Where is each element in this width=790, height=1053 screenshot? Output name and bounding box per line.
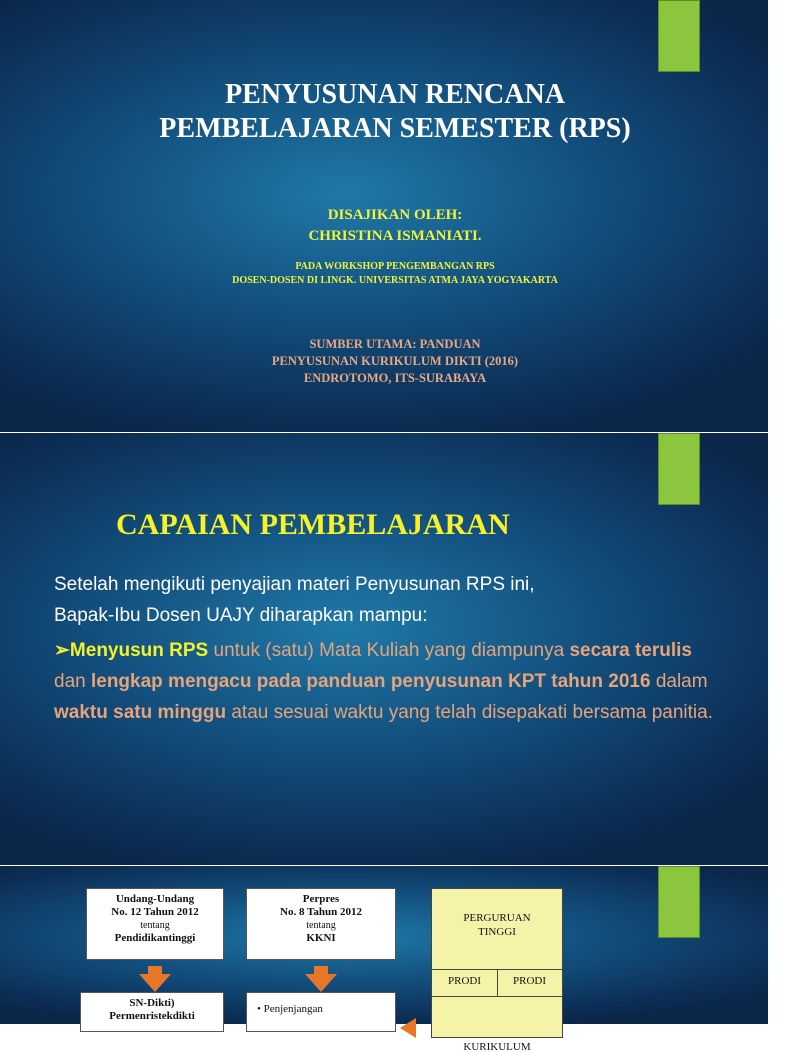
law-box xyxy=(86,888,224,960)
prodi-cell: PRODI xyxy=(512,975,546,987)
bullet-dot-icon: • xyxy=(257,1003,261,1015)
outcome-bullet xyxy=(54,635,714,728)
box-text: Perpres xyxy=(302,893,340,905)
box-text: Pendidikantinggi xyxy=(114,932,196,944)
source-line-1: SUMBER UTAMA: PANDUAN xyxy=(309,337,481,351)
arrow-down-icon xyxy=(139,974,171,992)
arrow-bullet-icon: ➢ xyxy=(54,640,70,661)
intro-text xyxy=(54,569,734,631)
slide-learning-outcomes xyxy=(0,433,768,865)
box-text: TINGGI xyxy=(478,926,516,938)
green-accent-bar xyxy=(658,433,700,505)
green-accent-bar xyxy=(658,866,700,938)
intro-line-2: Bapak-Ibu Dosen UAJY diharapkan mampu: xyxy=(54,605,428,626)
presented-by-label: DISAJIKAN OLEH: xyxy=(327,207,463,223)
box-text: No. 12 Tahun 2012 xyxy=(111,906,199,918)
workshop-info xyxy=(0,260,790,288)
arrow-left-icon xyxy=(400,1018,416,1038)
outcome-text: Mata Kuliah yang diampunya xyxy=(319,640,565,661)
source-info xyxy=(0,336,790,387)
box-text: Penjenjangan xyxy=(263,1003,323,1015)
levels-box xyxy=(246,992,396,1032)
box-text: PERGURUAN xyxy=(463,912,531,924)
title-line-2: PEMBELAJARAN SEMESTER (RPS) xyxy=(159,113,631,144)
slide-regulation-diagram xyxy=(0,866,768,1053)
outcome-text: atau sesuai waktu yang telah disepakati bersama panitia. xyxy=(231,702,713,723)
prodi-cell: PRODI xyxy=(447,975,481,987)
source-line-3: ENDROTOMO, ITS-SURABAYA xyxy=(303,371,487,385)
intro-line-1: Setelah mengikuti penyajian materi Penyusunan RPS ini, xyxy=(54,574,535,595)
slide-title-heading xyxy=(0,78,790,146)
workshop-line-2: DOSEN-DOSEN DI LINGK. UNIVERSITAS ATMA JAYA YOGYAKARTA xyxy=(232,275,558,286)
regulation-box xyxy=(246,888,396,960)
box-text: Undang-Undang xyxy=(115,893,195,905)
outcome-text: dalam xyxy=(650,671,708,692)
box-text: SN-Dikti) xyxy=(129,997,175,1009)
outcome-text: dan xyxy=(54,671,91,692)
university-heading xyxy=(432,911,562,939)
box-text: tentang xyxy=(140,920,170,931)
box-text: No. 8 Tahun 2012 xyxy=(280,906,362,918)
outcome-emphasis: secara terulis xyxy=(569,640,692,661)
arrow-down-icon xyxy=(305,974,337,992)
prodi-row xyxy=(432,969,562,997)
title-line-1: PENYUSUNAN RENCANA xyxy=(225,79,565,110)
outcome-emphasis: waktu satu minggu xyxy=(54,702,227,723)
box-text: tentang xyxy=(306,920,336,931)
box-text: Permenristekdikti xyxy=(109,1010,195,1022)
outcome-verb: Menyusun RPS xyxy=(69,640,209,661)
university-box xyxy=(431,888,563,1053)
source-line-2: PENYUSUNAN KURIKULUM DIKTI (2016) xyxy=(271,354,519,368)
curriculum-label: KURIKULUM xyxy=(463,1041,531,1053)
presenter-name: CHRISTINA ISMANIATI. xyxy=(308,228,482,244)
slide-heading: CAPAIAN PEMBELAJARAN xyxy=(116,508,510,541)
presenter-block xyxy=(0,205,790,247)
green-accent-bar xyxy=(658,0,700,72)
slide-title xyxy=(0,0,768,432)
box-text: KKNI xyxy=(306,932,336,944)
outcome-text: untuk (satu) xyxy=(208,640,320,661)
outcome-emphasis: lengkap mengacu pada panduan penyusunan KPT tahun 2016 xyxy=(90,671,651,692)
sn-dikti-box xyxy=(80,992,224,1032)
workshop-line-1: PADA WORKSHOP PENGEMBANGAN RPS xyxy=(295,261,495,272)
